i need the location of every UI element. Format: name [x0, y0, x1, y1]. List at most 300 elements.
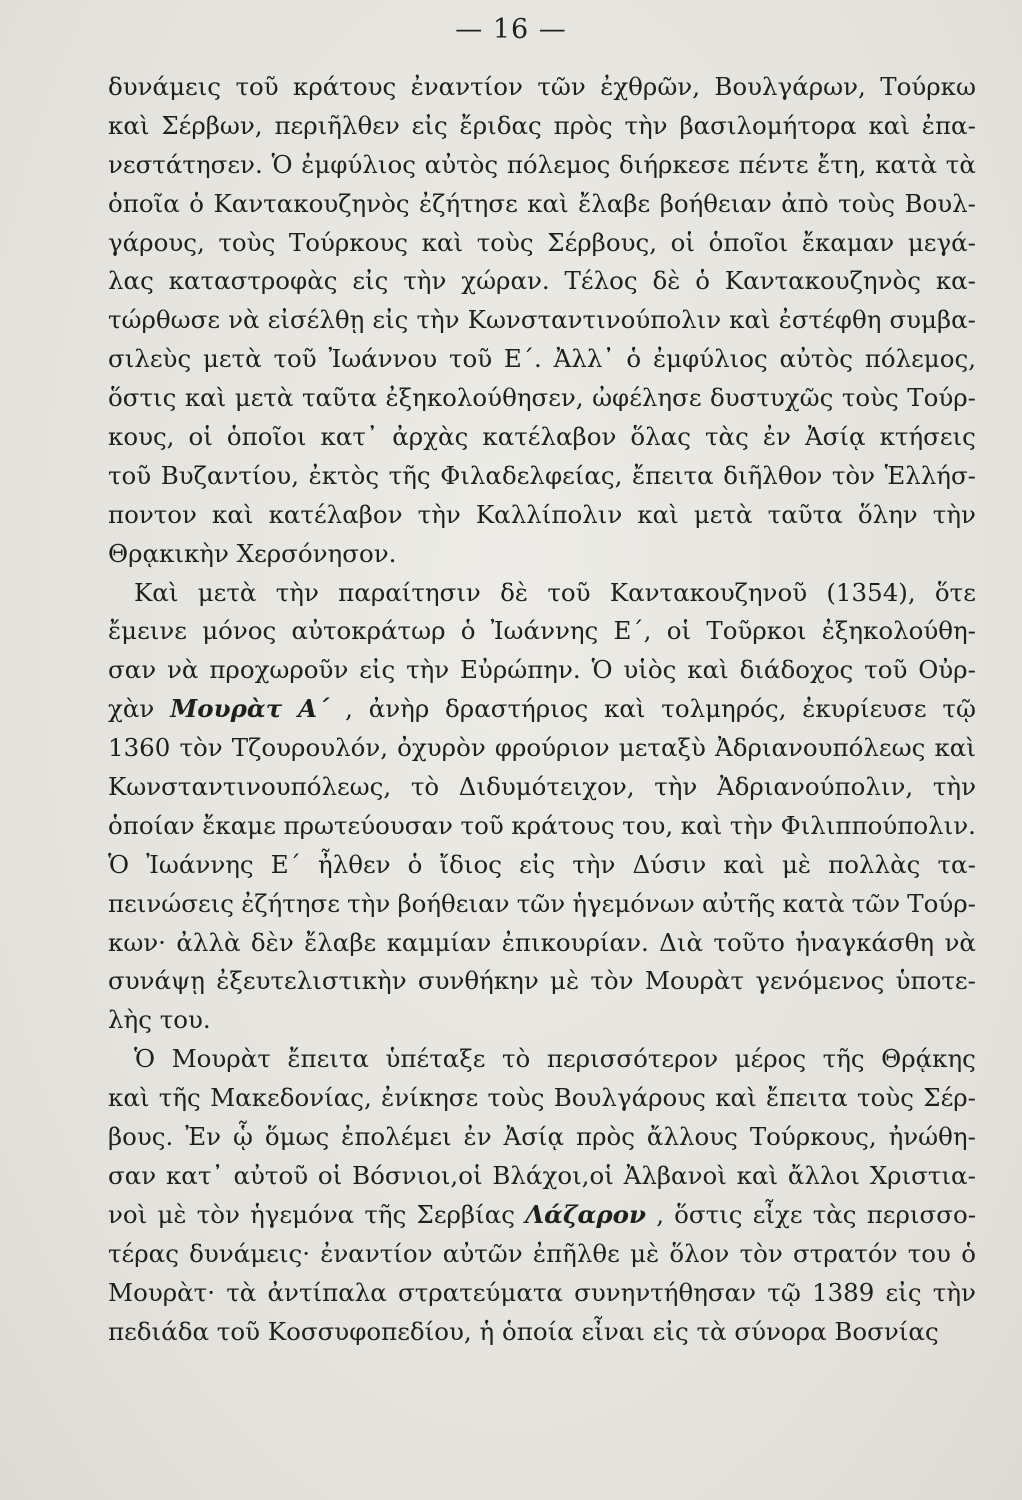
word: ὅστις — [674, 1199, 743, 1229]
word: χώραν. — [461, 266, 550, 296]
word: Καντακουζηνοῦ — [609, 577, 808, 607]
word: βους. — [108, 1122, 174, 1152]
word: εἰς — [519, 849, 556, 879]
word: μὲ — [781, 849, 812, 879]
word: σύνορα — [734, 1316, 827, 1346]
word: Βοσνίας — [834, 1316, 939, 1346]
word: τὰς — [705, 422, 749, 452]
word: Μουρὰτ· — [108, 1277, 216, 1307]
word: ἡ — [479, 1316, 495, 1346]
word: ἐξευτελιστικὴν — [216, 966, 407, 996]
word: ἀνὴρ — [368, 694, 430, 724]
word: τὸν — [739, 1238, 783, 1268]
text-line — [108, 846, 976, 885]
word: , — [345, 694, 353, 724]
word: τῷ — [942, 694, 976, 724]
text-line — [108, 457, 976, 496]
word: αὐτοῦ — [233, 1160, 309, 1190]
word: πρὸς — [553, 110, 613, 140]
word: τὸ — [502, 1044, 531, 1074]
word: εἰς — [372, 305, 409, 335]
word: καὶ — [687, 655, 729, 685]
word: Ἀδριανουπόλεως — [715, 733, 926, 763]
paragraph — [108, 68, 976, 574]
word: 1360 — [108, 733, 171, 763]
word: τῆς — [822, 1044, 865, 1074]
word: τὴν — [932, 499, 976, 529]
word: Φιλαδελφείας, — [440, 460, 623, 490]
text-line — [108, 885, 976, 924]
word: σαν — [108, 1160, 157, 1190]
word: ἴδιος — [439, 849, 502, 879]
word: Χερσόνησον. — [236, 538, 397, 568]
word: καὶ — [723, 849, 765, 879]
word: μόνος — [202, 616, 277, 646]
word: τῆς — [388, 460, 431, 490]
word: Τούρ- — [907, 383, 976, 413]
text-line — [108, 107, 976, 146]
word: διῆλθον — [723, 460, 823, 490]
word: καταστροφὰς — [168, 266, 338, 296]
word: ὅλον — [669, 1238, 730, 1268]
word: ὑποτε- — [895, 966, 976, 996]
word: παραίτησιν — [338, 577, 481, 607]
word: τῷ — [767, 1277, 801, 1307]
word: ἐζήτησε — [419, 188, 518, 218]
word: περισσότερον — [546, 1044, 719, 1074]
word: Χριστια- — [869, 1160, 976, 1190]
word: τὴν — [572, 849, 616, 879]
word: τὸ — [410, 772, 440, 802]
word: καὶ — [637, 499, 679, 529]
word: δραστήριος — [445, 694, 589, 724]
emphasized-word: Λάζαρον — [525, 1199, 647, 1229]
word: (1354), — [826, 577, 916, 607]
word: μετὰ — [693, 499, 753, 529]
word: Διδυμότειχον, — [458, 772, 635, 802]
text-line — [108, 729, 976, 768]
word: ἐξηκολούθησεν, — [385, 383, 584, 413]
word: ἀρχὰς — [392, 422, 469, 452]
word: κράτους — [293, 72, 397, 101]
word: ἔκαμαν — [801, 227, 895, 257]
text-line — [108, 690, 976, 729]
word: Κωνσταντινούπολιν — [467, 305, 722, 335]
word: Ἐν — [185, 1122, 222, 1152]
emphasized-word: Α΄ — [298, 694, 330, 724]
word: κατ᾽ — [320, 422, 379, 452]
word: Βόσνιοι,οἱ — [352, 1160, 483, 1190]
word: καὶ — [527, 188, 569, 218]
text-line — [108, 924, 976, 963]
word: τῶν — [851, 888, 901, 918]
word: κα- — [935, 266, 976, 296]
word: ἔτη, — [817, 149, 867, 179]
word: νεστάτησεν. — [108, 149, 263, 179]
paragraph — [108, 1040, 976, 1351]
word: αὐτὸς — [424, 149, 499, 179]
word: Σερβίας — [416, 1199, 515, 1229]
word: λὴς — [108, 1005, 152, 1035]
text-line — [108, 379, 976, 418]
word: κατέλαβον — [268, 499, 403, 529]
word: Κωνσταντινουπόλεως, — [108, 772, 392, 802]
word: Ὁ — [271, 149, 293, 179]
word: βοήθειαν — [397, 888, 510, 918]
text-line — [108, 1040, 976, 1079]
text-line — [108, 1313, 976, 1352]
word: τοῦ — [460, 810, 504, 840]
text-line — [108, 651, 976, 690]
word: τὰς — [812, 1199, 857, 1229]
word: τὴν — [403, 266, 447, 296]
word: ὁποίαν — [108, 810, 195, 840]
word: Μουρὰτ — [171, 1044, 271, 1074]
word: δὲν — [250, 927, 294, 957]
word: τοὺς — [487, 1083, 545, 1113]
word: Ἀλλ᾽ — [553, 344, 615, 374]
text-line — [108, 1001, 976, 1040]
word: ὑπέταξε — [385, 1044, 486, 1074]
word: ἐχθρῶν, — [600, 72, 700, 101]
word: Σέρβων, — [161, 110, 263, 140]
word: Ε΄ — [270, 849, 301, 879]
word: Ἰωάννου — [328, 344, 438, 374]
word: αὐτῶν — [442, 1238, 523, 1268]
word: Ἰωάννης — [490, 616, 599, 646]
word: του, — [622, 810, 674, 840]
word: πέντε — [738, 149, 809, 179]
word: καὶ — [729, 305, 771, 335]
word: τὴν — [932, 1277, 976, 1307]
word: Ἀσίᾳ — [503, 1122, 565, 1152]
word: Βλάχοι,οἱ — [492, 1160, 614, 1190]
word: σαν — [108, 655, 157, 685]
word: καὶ — [934, 733, 976, 763]
text-line — [108, 1118, 976, 1157]
word: τοὺς — [476, 227, 534, 257]
word: ἐμφύλιος — [301, 149, 416, 179]
word: μετὰ — [234, 383, 294, 413]
word: ἔμεινε — [108, 616, 187, 646]
word: τὴν — [932, 772, 976, 802]
word: ὅλην — [857, 499, 918, 529]
word: ὁποῖα — [108, 188, 180, 218]
word: ἡγεμόνα — [250, 1199, 355, 1229]
page-number: — 16 — — [455, 14, 567, 45]
word: κράτους — [511, 810, 615, 840]
word: ὁ — [460, 616, 476, 646]
word: τοῦ — [448, 344, 493, 374]
word: καὶ — [868, 110, 910, 140]
word: πρὸς — [576, 1122, 635, 1152]
word: ὠφέλησε — [592, 383, 702, 413]
word: περιῆλθεν — [274, 110, 400, 140]
word: τοὺς — [218, 227, 276, 257]
word: δυστυχῶς — [710, 383, 834, 413]
word: Καντακουζηνὸς — [213, 188, 410, 218]
word: χὰν — [108, 694, 155, 724]
word: συνάψῃ — [108, 966, 205, 996]
word: καὶ — [715, 1083, 757, 1113]
text-line — [108, 418, 976, 457]
word: Μουρὰτ — [644, 966, 745, 996]
word: του — [907, 1238, 951, 1268]
word: ἐπολέμει — [341, 1122, 452, 1152]
word: εἰς — [352, 266, 389, 296]
word: τοῦ — [235, 72, 279, 101]
word: ἔπειτα — [632, 460, 714, 490]
word: νὰ — [167, 655, 199, 685]
word: ἔπειτα — [766, 1083, 848, 1113]
word: Καλλίπολιν — [475, 499, 623, 529]
word: ἔλαβε — [304, 927, 377, 957]
word: Βυζαντίου, — [160, 460, 299, 490]
word: Βουλγάρους — [553, 1083, 706, 1113]
text-line — [108, 1157, 976, 1196]
word: μέρος — [734, 1044, 807, 1074]
word: μεταξὺ — [618, 733, 706, 763]
word: Τοῦρκοι — [706, 616, 807, 646]
word: ὁποῖοι — [708, 227, 789, 257]
word: καὶ — [108, 110, 150, 140]
word: ᾧ — [232, 1122, 253, 1152]
word: πεινώσεις — [108, 888, 235, 918]
word: οἱ — [666, 616, 692, 646]
word: ταῦτα — [767, 499, 843, 529]
word: του. — [159, 1005, 211, 1035]
word: Τούρκους — [288, 227, 408, 257]
word: τὸν — [831, 460, 876, 490]
word: πολλὰς — [828, 849, 921, 879]
word: τὴν — [624, 110, 668, 140]
word: ὁ — [626, 344, 642, 374]
word: εἰσέλθῃ — [267, 305, 365, 335]
word: ὁποία — [501, 1316, 574, 1346]
word: ἄλλους — [646, 1122, 738, 1152]
word: καὶ — [212, 499, 254, 529]
word: Ε΄, — [613, 616, 652, 646]
text-line — [108, 535, 976, 574]
text-line — [108, 1079, 976, 1118]
word: ἐκτὸς — [308, 460, 380, 490]
word: τὸν — [196, 1199, 240, 1229]
word: Θρᾳκικὴν — [108, 538, 229, 568]
word: Τζουρουλόν, — [231, 733, 389, 763]
word: Σέρβους, — [547, 227, 658, 257]
word: καὶ — [184, 383, 227, 413]
word: γενόμενος — [755, 966, 885, 996]
word: ἠναγκάσθη — [795, 927, 935, 957]
word: προχωροῦν — [209, 655, 349, 685]
word: Τούρκω — [880, 72, 976, 101]
word: διήρκεσε — [619, 149, 730, 179]
word: Φιλιππούπολιν. — [780, 810, 976, 840]
word: τα- — [937, 849, 976, 879]
word: Καντακουζηνὸς — [724, 266, 921, 296]
word: τώρθωσε — [108, 305, 221, 335]
word: εἶναι — [581, 1316, 645, 1346]
word: οἱ — [317, 1160, 343, 1190]
word: πόλεμος, — [864, 344, 976, 374]
word: τὴν — [406, 655, 450, 685]
word: βασιλομήτορα — [679, 110, 857, 140]
word: ὅλας — [630, 422, 691, 452]
word: τοῦ — [864, 655, 908, 685]
word: εἰς — [885, 1277, 922, 1307]
word: ὁ — [695, 266, 710, 296]
word: ἐνίκησε — [381, 1083, 479, 1113]
word: Θρᾴκης — [881, 1044, 976, 1074]
word: Τούρκους, — [749, 1122, 877, 1152]
word: ἠνώθη- — [888, 1122, 976, 1152]
text-line — [108, 224, 976, 263]
word: ὀχυρὸν — [397, 733, 486, 763]
word: Κοσσυφοπεδίου, — [267, 1316, 472, 1346]
word: δὲ — [500, 577, 529, 607]
word: οἱ — [188, 422, 213, 452]
text-line — [108, 1196, 976, 1235]
word: αὐτῆς — [701, 888, 776, 918]
word: ὁ — [407, 849, 423, 879]
text-line — [108, 574, 976, 613]
word: τοῦτο — [713, 927, 785, 957]
word: ἄλλοι — [787, 1160, 860, 1190]
word: τὸν — [179, 733, 223, 763]
word: ὁ — [189, 188, 204, 218]
word: αὐτοκράτωρ — [291, 616, 446, 646]
word: Βουλγάρων, — [714, 72, 866, 101]
word: υἱὸς — [623, 655, 677, 685]
word: καὶ — [680, 810, 723, 840]
word: δυνάμεις· — [189, 1238, 310, 1268]
word: μετὰ — [202, 344, 262, 374]
word: ἐξηκολούθη- — [821, 616, 976, 646]
word: ὅτε — [934, 577, 976, 607]
word: Ἑλλήσ- — [884, 460, 976, 490]
word: κατὰ — [782, 888, 845, 918]
word: κων· — [108, 927, 166, 957]
word: τὴν — [275, 577, 319, 607]
word: τοῦ — [108, 460, 152, 490]
word: τῆς — [158, 1083, 201, 1113]
word: Ἰωάννης — [146, 849, 254, 879]
word: διάδοχος — [739, 655, 854, 685]
word: ἡγεμόνων — [572, 888, 695, 918]
word: Τούρ- — [907, 888, 976, 918]
word: τοὺς — [857, 1083, 914, 1113]
word: φρούριον — [494, 733, 610, 763]
body-text — [108, 68, 976, 1351]
word: νὰ — [228, 305, 260, 335]
word: τοῦ — [273, 344, 317, 374]
word: τὸν — [590, 966, 634, 996]
word: καὶ — [421, 227, 464, 257]
word: ἔριδας — [459, 110, 542, 140]
word: γάρους, — [108, 227, 205, 257]
word: Ὁ — [108, 849, 130, 879]
word: ὁποῖοι — [226, 422, 307, 452]
word: συνηντήθησαν — [574, 1277, 757, 1307]
word: εἰς — [411, 110, 448, 140]
emphasized-word: Μουρὰτ — [170, 694, 283, 724]
word: Ἀσίᾳ — [804, 422, 866, 452]
text-line — [108, 612, 976, 651]
word: Ἀδριανούπολιν, — [716, 772, 914, 802]
word: συμβα- — [889, 305, 976, 335]
text-line — [108, 146, 976, 185]
word: ἐπα- — [921, 110, 976, 140]
word: ἀλλὰ — [176, 927, 241, 957]
word: δὲ — [652, 266, 681, 296]
word: Διὰ — [659, 927, 704, 957]
word: ἀπὸ — [781, 188, 829, 218]
word: αὐτὸς — [779, 344, 853, 374]
word: ταῦτα — [301, 383, 378, 413]
word: τὴν — [729, 810, 773, 840]
word: Καὶ — [134, 577, 179, 607]
word: Μακεδονίας, — [210, 1083, 372, 1113]
word: τολμηρός, — [661, 694, 787, 724]
word: κατέλαβον — [482, 422, 617, 452]
word: οἱ — [670, 227, 695, 257]
word: μὲ — [157, 1199, 187, 1229]
word: ἐκυρίευσε — [802, 694, 927, 724]
word: τὴν — [416, 305, 460, 335]
word: ἐζήτησε — [241, 888, 340, 918]
text-line — [108, 301, 976, 340]
word: εἰς — [652, 1316, 689, 1346]
word: ἐν — [463, 1122, 492, 1152]
word: 1389 — [812, 1277, 875, 1307]
word: καὶ — [736, 1160, 779, 1190]
word: βοήθειαν — [659, 188, 772, 218]
word: ἀντίπαλα — [267, 1277, 387, 1307]
word: Βουλ- — [904, 188, 976, 218]
word: νοὶ — [108, 1199, 148, 1229]
word: στρατόν — [793, 1238, 898, 1268]
word: ὁ — [961, 1238, 976, 1268]
word: εἰς — [359, 655, 396, 685]
word: ἐστέφθη — [778, 305, 882, 335]
word: εἶχε — [752, 1199, 803, 1229]
word: τῶν — [537, 72, 586, 101]
word: καμμίαν — [386, 927, 492, 957]
word: κους, — [108, 422, 175, 452]
word: ἔπειτα — [287, 1044, 369, 1074]
word: πρωτεύουσαν — [283, 810, 453, 840]
word: Σέρ- — [923, 1083, 976, 1113]
word: ὅστις — [108, 383, 177, 413]
text-line — [108, 962, 976, 1001]
text-line — [108, 1235, 976, 1274]
word: τὴν — [347, 888, 391, 918]
text-line — [108, 340, 976, 379]
text-line — [108, 68, 976, 107]
word: Οὐρ- — [918, 655, 976, 685]
word: μεγά- — [907, 227, 976, 257]
text-line — [108, 496, 976, 535]
text-line — [108, 768, 976, 807]
word: τῆς — [364, 1199, 407, 1229]
word: τέρας — [108, 1238, 179, 1268]
word: ἔκαμε — [202, 810, 276, 840]
word: δυνάμεις — [108, 72, 222, 101]
word: περισσο- — [866, 1199, 976, 1229]
word: τοὺς — [838, 188, 896, 218]
word: μὲ — [550, 966, 580, 996]
word: τὴν — [654, 772, 698, 802]
